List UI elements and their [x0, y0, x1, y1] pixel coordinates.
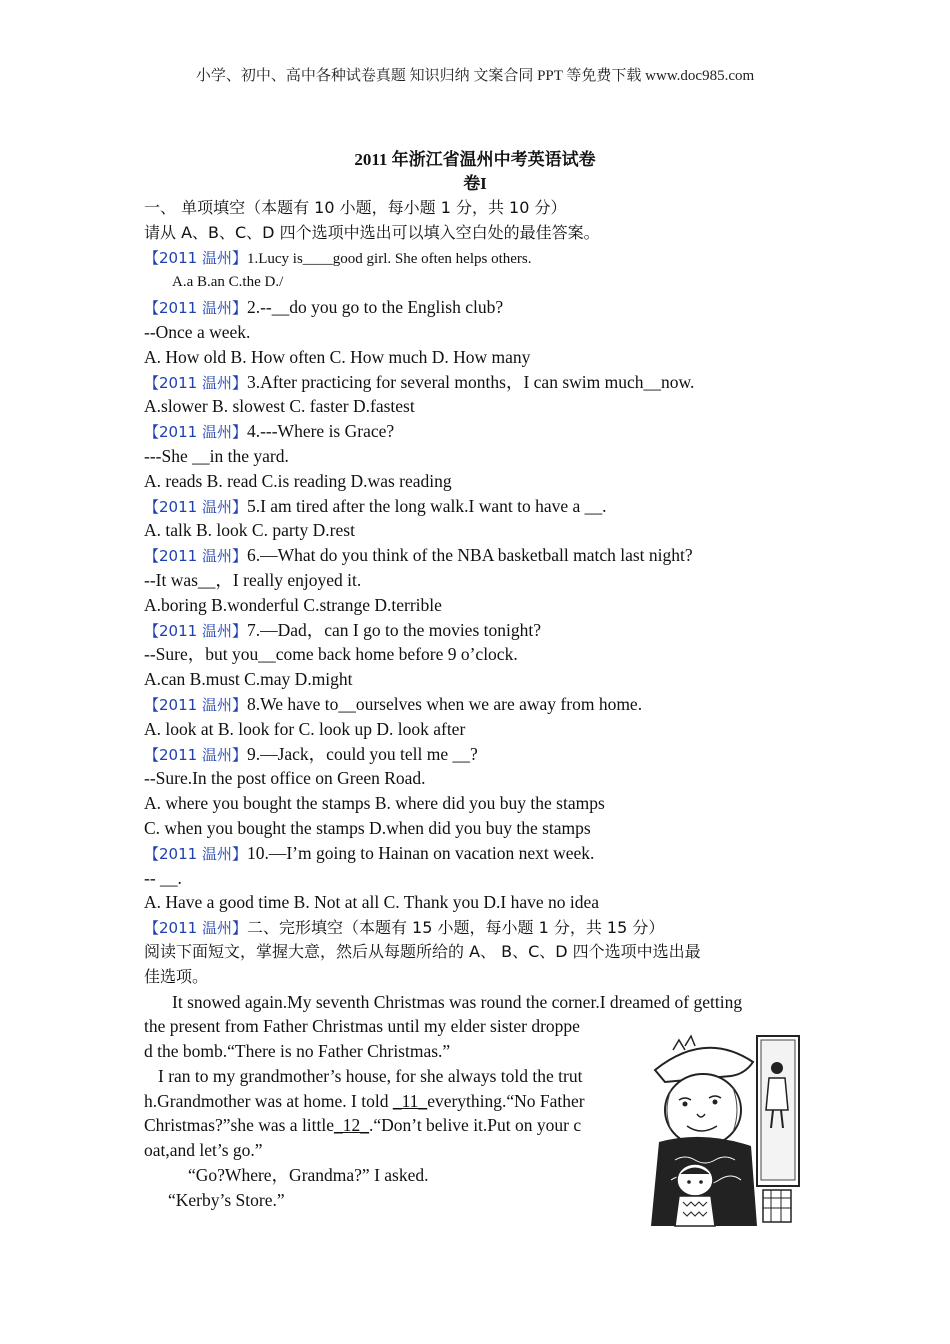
- source-tag: 【2011 温州】: [144, 373, 247, 392]
- passage-line: “Kerby’s Store.”: [168, 1189, 285, 1210]
- section2-heading: 二、完形填空（本题有 15 小题，每小题 1 分，共 15 分）: [246, 918, 665, 938]
- question-3: [144, 370, 809, 395]
- question-10: [144, 841, 809, 866]
- question-1: [144, 246, 809, 271]
- question-2-line: --Once a week.: [144, 321, 251, 342]
- section1-heading: 一、 单项填空（本题有 10 小题，每小题 1 分，共 10 分）: [144, 198, 567, 217]
- passage-line: oat,and let’s go.”: [144, 1140, 263, 1161]
- passage-line: It snowed again.My seventh Christmas was round the corner.I dreamed of getting: [172, 991, 743, 1012]
- blank-11: _11_: [392, 1090, 428, 1111]
- question-stem: 6.—What do you think of the NBA basketball match last night?: [246, 545, 693, 566]
- section2-instruction-1: 阅读下面短文，掌握大意，然后从每题所给的 A、 B、C、D 四个选项中选出最: [144, 941, 701, 961]
- passage-text: h.Grandmother was at home. I told: [144, 1090, 393, 1111]
- question-6-line: --It was__，I really enjoyed it.: [144, 569, 362, 590]
- question-5: [144, 494, 809, 519]
- question-4: [144, 419, 809, 444]
- source-tag: 【2011 温州】: [144, 497, 247, 516]
- source-tag: 【2011 温州】: [144, 248, 247, 267]
- section2-heading-row: [144, 915, 809, 940]
- source-tag: 【2011 温州】: [144, 745, 247, 764]
- question-7-line: --Sure，but you__come back home before 9 o’clock.: [144, 644, 518, 665]
- question-5-options: A. talk B. look C. party D.rest: [144, 520, 355, 541]
- question-stem: 5.I am tired after the long walk.I want to have a __.: [246, 495, 607, 516]
- source-tag: 【2011 温州】: [144, 621, 247, 640]
- question-7-options: A.can B.must C.may D.might: [144, 669, 353, 690]
- question-9-line: --Sure.In the post office on Green Road.: [144, 768, 426, 789]
- source-tag: 【2011 温州】: [144, 844, 247, 863]
- question-3-options: A.slower B. slowest C. faster D.fastest: [144, 396, 415, 417]
- source-tag: 【2011 温州】: [144, 919, 247, 938]
- question-stem: 1.Lucy is____good girl. She often helps others.: [246, 250, 532, 267]
- grandmother-illustration: [645, 1030, 810, 1230]
- passage-line: I ran to my grandmother’s house, for she always told the trut: [158, 1065, 583, 1086]
- section2-instruction-2: 佳选项。: [144, 966, 209, 986]
- question-stem: 8.We have to__ourselves when we are away from home.: [246, 693, 643, 714]
- source-tag: 【2011 温州】: [144, 695, 247, 714]
- question-2-options: A. How old B. How often C. How much D. How many: [144, 346, 531, 367]
- source-tag: 【2011 温州】: [144, 299, 247, 318]
- question-7: [144, 618, 809, 643]
- passage-text: .“Don’t belive it.Put on your c: [369, 1115, 582, 1136]
- question-4-options: A. reads B. read C.is reading D.was reading: [144, 470, 452, 491]
- question-2: [144, 295, 809, 320]
- passage-line: d the bomb.“There is no Father Christmas.”: [144, 1041, 451, 1062]
- passage-line: “Go?Where，Grandma?” I asked.: [188, 1165, 429, 1186]
- question-6: [144, 543, 809, 568]
- exam-title: 2011 年浙江省温州中考英语试卷: [354, 150, 596, 169]
- blank-12: _12_: [334, 1115, 370, 1136]
- question-6-options: A.boring B.wonderful C.strange D.terrible: [144, 594, 442, 615]
- question-8-options: A. look at B. look for C. look up D. look after: [144, 718, 466, 739]
- question-4-line: ---She __in the yard.: [144, 445, 289, 466]
- passage-text: Christmas?”she was a little: [144, 1115, 335, 1136]
- question-1-options: A.a B.an C.the D./: [172, 274, 284, 291]
- question-9-options-cd: C. when you bought the stamps D.when did you buy the stamps: [144, 817, 591, 838]
- exam-title-block: [0, 148, 950, 196]
- source-tag: 【2011 温州】: [144, 423, 247, 442]
- question-10-line: -- __.: [144, 867, 182, 888]
- page-header: 小学、初中、高中各种试卷真题 知识归纳 文案合同 PPT 等免费下载 www.doc985.com: [195, 68, 755, 84]
- passage-text: everything.“No Father: [427, 1090, 585, 1111]
- question-stem: 4.---Where is Grace?: [246, 421, 395, 442]
- exam-subtitle: 卷I: [463, 174, 487, 193]
- passage-line: the present from Father Christmas until my elder sister droppe: [144, 1016, 580, 1037]
- question-9-options-ab: A. where you bought the stamps B. where did you buy the stamps: [144, 793, 605, 814]
- question-8: [144, 692, 809, 717]
- question-9: [144, 742, 809, 767]
- question-10-options: A. Have a good time B. Not at all C. Thank you D.I have no idea: [144, 892, 600, 913]
- question-stem: 10.—I’m going to Hainan on vacation next week.: [246, 842, 595, 863]
- question-stem: 7.—Dad，can I go to the movies tonight?: [246, 619, 541, 640]
- question-stem: 3.After practicing for several months，I can swim much__now.: [246, 371, 695, 392]
- question-stem: 2.--__do you go to the English club?: [246, 297, 504, 318]
- question-stem: 9.—Jack，could you tell me __?: [246, 743, 478, 764]
- section1-instruction: 请从 A、B、C、D 四个选项中选出可以填入空白处的最佳答案。: [144, 222, 600, 242]
- source-tag: 【2011 温州】: [144, 547, 247, 566]
